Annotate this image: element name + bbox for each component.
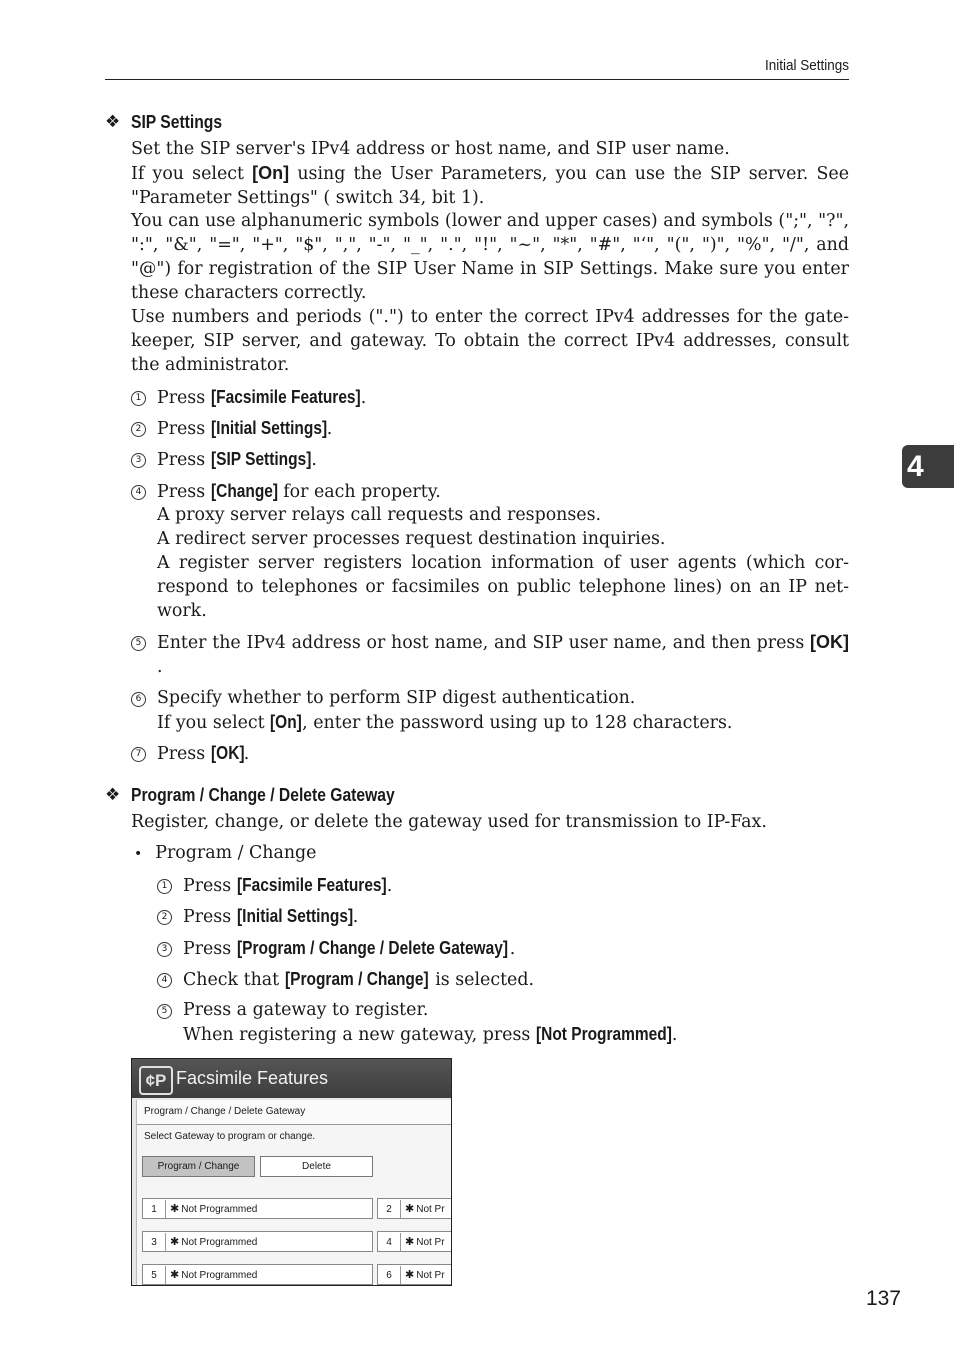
sip-step-4: Press [Change] for each property. (157, 481, 441, 502)
gateway-paragraph: Register, change, or delete the gateway used for transmission to IP-Fax. (131, 812, 767, 832)
screen-breadcrumb: Program / Change / Delete Gateway (137, 1100, 452, 1125)
header-title: Initial Settings (764, 57, 849, 74)
sip-paragraph-3: You can use alphanumeric symbols (lower and upper cases) and symbols (";", "?", ":", "&", "=", "+", "$", ",", "-", "_", ".", "!", "~", "*", "#", "‘", "(", ")", "%", "/", and "@") for registration of the SIP User Name in SIP Settings. Make sure you enter these characters correctly. (131, 211, 849, 303)
sip-p2-text: If you select (131, 164, 253, 184)
sip-step-4-sub-3: A register server registers location information of user agents (which cor-respond to telephones or facsimiles on public telephone lines) on an IP net-work. (157, 553, 849, 621)
screen-title-bar (132, 1059, 451, 1098)
sip-p2-keyword: [On] (252, 163, 290, 183)
sip-step-5: Enter the IPv4 address or host name, and SIP user name, and then press [OK]. (157, 632, 849, 677)
chapter-tab: 4 (902, 445, 954, 488)
sip-step-4-sub-1: A proxy server relays call requests and responses. (157, 505, 602, 525)
diamond-bullet-icon: ❖ (105, 112, 121, 132)
step-number: 1 (131, 391, 146, 406)
gateway-slot[interactable]: 3 ✱ Not Programmed (142, 1231, 373, 1252)
asterisk-icon: ✱ (170, 1202, 180, 1215)
gateway-step-5: Press a gateway to register. (183, 1000, 429, 1020)
sip-step-2: Press [Initial Settings]. (157, 418, 333, 439)
step-number: 4 (157, 973, 172, 988)
step-number: 5 (157, 1004, 172, 1019)
asterisk-icon: ✱ (170, 1268, 180, 1281)
bullet-dot-icon: • (134, 846, 143, 862)
step-number: 4 (131, 485, 146, 500)
sip-paragraph-4: Use numbers and periods (".") to enter the correct IPv4 addresses for the gate-keeper, SIP server, and gateway. To obtain the correct IPv4 addresses, consult the administrator. (131, 307, 849, 375)
gateway-step-4: Check that [Program / Change] is selected. (183, 969, 535, 990)
step-number: 3 (157, 942, 172, 957)
delete-tab[interactable]: Delete (260, 1156, 373, 1177)
sip-paragraph-1: Set the SIP server's IPv4 address or host name, and SIP user name. (131, 139, 730, 159)
sip-paragraph-2 (131, 161, 849, 210)
step-number: 1 (157, 879, 172, 894)
step-number: 5 (131, 636, 146, 651)
gateway-step-3: Press [Program / Change / Delete Gateway] . (183, 938, 516, 959)
sip-step-6: Specify whether to perform SIP digest authentication. (157, 688, 636, 708)
screen-body (136, 1100, 452, 1285)
diamond-bullet-icon: ❖ (105, 785, 121, 805)
gateway-slot[interactable]: 2 ✱ Not Pr (377, 1198, 452, 1219)
gateway-slot[interactable]: 6 ✱ Not Pr (377, 1264, 452, 1285)
sip-step-4-sub-2: A redirect server processes request destination inquiries. (157, 529, 666, 549)
sip-step-3: Press [SIP Settings]. (157, 449, 317, 470)
step-number: 2 (157, 910, 172, 925)
gateway-heading-text: Program / Change / Delete Gateway (131, 785, 395, 805)
fax-logo-icon: ¢P (139, 1066, 173, 1095)
asterisk-icon: ✱ (405, 1235, 415, 1248)
gateway-step-2: Press [Initial Settings]. (183, 906, 359, 927)
gateway-heading (105, 785, 395, 805)
gateway-step-1: Press [Facsimile Features]. (183, 875, 393, 896)
screen-title: Facsimile Features (176, 1068, 329, 1088)
sip-step-7: Press [OK]. (157, 743, 250, 764)
sip-step-1: Press [Facsimile Features]. (157, 387, 367, 408)
gateway-slot[interactable]: 1 ✱ Not Programmed (142, 1198, 373, 1219)
page-number: 137 (865, 1287, 901, 1310)
step-number: 2 (131, 422, 146, 437)
gateway-bullet: • Program / Change (134, 843, 317, 863)
header-rule (105, 79, 849, 80)
step-number: 3 (131, 453, 146, 468)
sip-heading (105, 112, 223, 132)
gateway-slot[interactable]: 4 ✱ Not Pr (377, 1231, 452, 1252)
gateway-slot[interactable]: 5 ✱ Not Programmed (142, 1264, 373, 1285)
asterisk-icon: ✱ (405, 1268, 415, 1281)
asterisk-icon: ✱ (170, 1235, 180, 1248)
program-change-tab[interactable]: Program / Change (142, 1156, 255, 1177)
device-screenshot (131, 1058, 452, 1286)
sip-p2-text-end: using the User Parameters, you can use the SIP server. See "Parameter Settings" ( switch 34, bit 1). (131, 164, 849, 208)
sip-step-6-sub: If you select [On], enter the password using up to 128 characters. (157, 712, 733, 733)
step-number: 7 (131, 747, 146, 762)
gateway-step-5-sub: When registering a new gateway, press [Not Programmed]. (183, 1024, 678, 1045)
step-number: 6 (131, 692, 146, 707)
screen-instruction: Select Gateway to program or change. (144, 1131, 316, 1142)
sip-heading-text: SIP Settings (131, 112, 223, 132)
asterisk-icon: ✱ (405, 1202, 415, 1215)
